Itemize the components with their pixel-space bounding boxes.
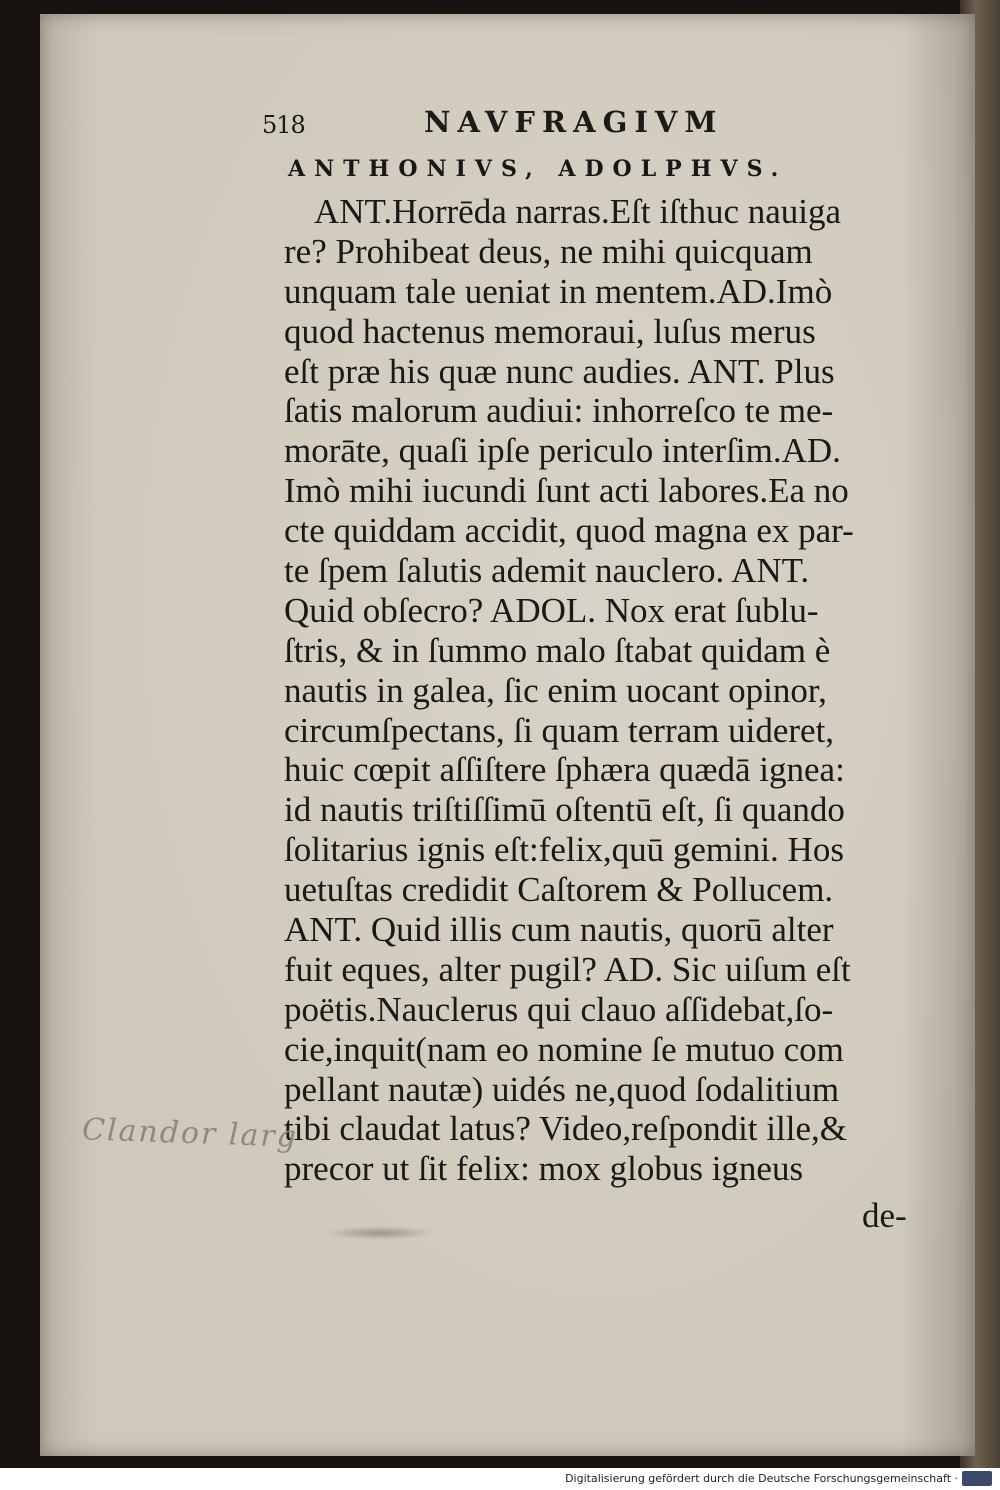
text-block: [284, 192, 934, 1189]
digitization-credit: Digitalisierung gefördert durch die Deutsche Forschungsgemeinschaft ·: [565, 1472, 958, 1485]
text-line: poëtis.Nauclerus qui clauo aſſidebat,ſo-: [284, 989, 834, 1029]
text-line: ANT. Quid illis cum nautis, quorū alter: [284, 910, 834, 950]
text-line: nautis in galea, ſic enim uocant opinor,: [284, 670, 827, 710]
text-line: precor ut ſit felix: mox globus igneus: [284, 1149, 804, 1189]
text-line: ſatis malorum audiui: inhorreſco te me-: [284, 391, 834, 431]
text-line: ſolitarius ignis eſt:felix,quū gemini. Hos: [284, 830, 844, 870]
text-line: morāte, quaſi ipſe periculo interſim.AD.: [284, 431, 841, 471]
text-line: unquam tale ueniat in mentem.AD.Imò: [284, 271, 833, 311]
running-title: NAVFRAGIVM: [424, 105, 724, 139]
text-line: huic cœpit aſſiſtere ſphæra quædā ignea:: [284, 750, 845, 790]
footer-bar: [0, 1468, 1000, 1490]
text-line: ANT.Horrēda narras.Eſt iſthuc nauiga: [314, 192, 842, 231]
text-line: cie,inquit(nam eo nomine ſe mutuo com: [284, 1029, 844, 1069]
text-line: cte quiddam accidit, quod magna ex par-: [284, 511, 854, 551]
catchword: de-: [862, 1196, 907, 1235]
text-line: ſtris, & in ſummo malo ſtabat quidam è: [284, 630, 831, 670]
text-line: pellant nautæ) uidés ne,quod ſodalitium: [284, 1069, 840, 1109]
text-line: circumſpectans, ſi quam terram uideret,: [284, 710, 835, 750]
text-line: id nautis triſtiſſimū oſtentū eſt, ſi quando: [284, 790, 845, 830]
dfg-logo-icon: [962, 1471, 992, 1486]
page-number: 518: [262, 111, 305, 139]
text-line: te ſpem ſalutis ademit nauclero. ANT.: [284, 551, 810, 591]
running-head: [262, 103, 762, 143]
text-line: uetuſtas credidit Caſtorem & Pollucem.: [284, 870, 834, 910]
text-line: Quid obſecro? ADOL. Nox erat ſublu-: [284, 590, 819, 630]
text-line: Imò mihi iucundi ſunt acti labores.Ea no: [284, 471, 849, 511]
speakers-line: ANTHONIVS, ADOLPHVS.: [288, 156, 788, 182]
text-line: re? Prohibeat deus, ne mihi quicquam: [284, 231, 813, 271]
handwritten-margin-note: Clandor larg: [81, 1112, 299, 1155]
text-line: eſt præ his quæ nunc audies. ANT. Plus: [284, 351, 835, 391]
ink-smudge: [325, 1226, 435, 1240]
text-line: tibi claudat latus? Video,reſpondit ille,&: [284, 1109, 847, 1149]
text-line: fuit eques, alter pugil? AD. Sic uiſum eſt: [284, 949, 851, 989]
text-line: quod hactenus memoraui, luſus merus: [284, 311, 816, 351]
